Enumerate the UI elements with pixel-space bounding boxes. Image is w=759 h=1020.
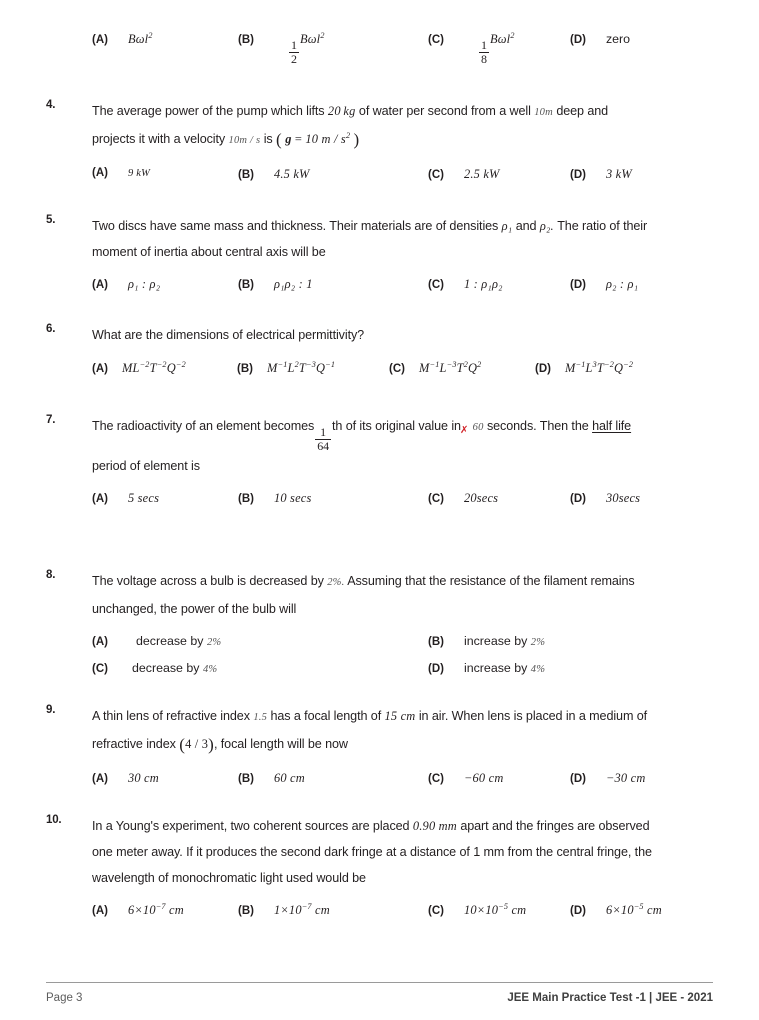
option-value: $M^{-1}L^2T^{-3}Q^{-1}$	[266, 360, 336, 376]
options-row-q10	[92, 903, 713, 918]
fraction-denominator: 8	[480, 51, 487, 66]
question-text-line2	[92, 731, 713, 758]
option-text: increase by	[463, 633, 528, 648]
option-a[interactable]	[92, 771, 238, 786]
option-label: (B)	[238, 34, 254, 46]
option-value: $\frac{1}{8}$ Bωl$^2$	[480, 30, 515, 66]
option-label: (A)	[92, 167, 108, 180]
option-value	[108, 634, 221, 648]
option-label: (A)	[92, 635, 108, 648]
question-text-part: refractive index	[92, 736, 176, 751]
options-row-q6	[92, 361, 713, 376]
question-text-part: apart and the fringes are observed	[460, 818, 650, 833]
option-a[interactable]	[92, 903, 238, 918]
option-value: −30 cm	[605, 770, 646, 785]
question-number: 7.	[46, 414, 56, 427]
option-label: (B)	[238, 492, 254, 505]
question-text-part: seconds. Then the	[486, 419, 589, 434]
inline-formula: (4 / 3)	[179, 734, 214, 754]
option-label: (C)	[428, 492, 444, 505]
question-4	[46, 98, 713, 182]
option-c[interactable]	[92, 661, 428, 675]
option-label: (C)	[428, 904, 444, 917]
inline-quantity: 1.5	[253, 711, 268, 723]
question-text-part: The ratio of their	[557, 219, 648, 234]
option-label: (D)	[570, 492, 586, 505]
option-value: ρ₁ : ρ₂	[127, 277, 161, 292]
options-row-q5	[92, 277, 713, 292]
option-label: (D)	[570, 34, 586, 46]
option-b[interactable]	[238, 32, 428, 65]
option-label: (B)	[428, 635, 444, 648]
option-label: (A)	[92, 904, 108, 917]
option-d[interactable]	[570, 167, 632, 182]
options-row-q8-top	[92, 634, 713, 648]
question-number: 8.	[46, 568, 56, 581]
fraction-one-sixtyfourth	[315, 426, 331, 452]
question-text-part: has a focal length of	[270, 708, 382, 723]
option-c[interactable]	[389, 361, 535, 376]
option-label: (D)	[570, 279, 586, 292]
option-value: 9 kW	[127, 168, 151, 180]
question-6	[46, 322, 713, 376]
question-5	[46, 213, 713, 292]
option-label: (B)	[238, 279, 254, 292]
question-8	[46, 568, 713, 675]
option-text: decrease by	[131, 660, 200, 675]
option-value: 4.5 kW	[273, 167, 310, 182]
question-text-part: deep and	[556, 104, 609, 119]
question-number: 10.	[46, 813, 62, 826]
fraction-numerator: 1	[320, 425, 327, 440]
question-text-part: The average power of the pump which lifts	[92, 104, 325, 119]
inline-quantity: 20 kg	[327, 104, 356, 119]
option-d[interactable]	[428, 661, 545, 675]
option-value: 5 secs	[127, 490, 160, 505]
option-unit: 2%	[206, 636, 222, 648]
option-label: (C)	[389, 363, 405, 376]
option-d[interactable]	[570, 32, 630, 65]
option-text: increase by	[463, 660, 528, 675]
option-label: (A)	[92, 363, 108, 376]
question-text	[92, 813, 713, 839]
options-row-q8-bottom	[92, 661, 713, 675]
option-value: −60 cm	[463, 770, 504, 785]
question-text-part: Assuming that the resistance of the filament remains	[347, 573, 635, 588]
option-a[interactable]	[92, 491, 238, 506]
option-value: 60 cm	[273, 770, 305, 785]
question-text-part: The radioactivity of an element becomes	[92, 419, 315, 434]
fraction-denominator: 64	[317, 439, 330, 454]
option-value: zero	[605, 32, 631, 46]
option-value: 3 kW	[605, 167, 632, 182]
footer-divider	[46, 982, 713, 983]
question-text-line2: period of element is	[92, 458, 200, 473]
option-d[interactable]	[570, 277, 638, 292]
option-value: 2.5 kW	[463, 167, 500, 182]
option-value: 30secs	[605, 490, 641, 505]
option-b[interactable]	[428, 634, 545, 648]
question-text-line2	[92, 126, 713, 154]
question-text-line2: one meter away. If it produces the second dark fringe at a distance of 1 mm from the central fringe, the	[92, 844, 652, 859]
option-label: (D)	[535, 363, 551, 376]
fraction-one-eighth	[479, 39, 489, 65]
options-row-q4	[92, 167, 713, 182]
option-value: $6\times 10^{-5}$ cm	[605, 901, 662, 917]
inline-symbol: ρ₂.	[539, 219, 554, 234]
question-text-part: of water per second from a well	[358, 104, 531, 119]
option-label: (C)	[92, 662, 108, 675]
option-label: (B)	[238, 904, 254, 917]
question-text-part: in air. When lens is placed in a medium of	[418, 708, 648, 723]
question-text-line2: unchanged, the power of the bulb will	[92, 601, 297, 616]
option-value: $6\times 10^{-7}$ cm	[127, 901, 184, 917]
option-value: $M^{-1}L^3T^{-2}Q^{-2}$	[564, 360, 634, 376]
inline-formula: ( g = 10 m / $s^2$ )	[276, 130, 360, 150]
inline-quantity: 0.90 mm	[412, 818, 457, 833]
option-c[interactable]	[428, 32, 570, 65]
option-d[interactable]	[570, 491, 640, 506]
option-value: 30 cm	[127, 770, 159, 785]
option-a[interactable]	[92, 277, 238, 292]
option-value: $M^{-1}L^{-3}T^2Q^2$	[418, 360, 482, 376]
fraction-denominator: 2	[290, 51, 297, 66]
option-c[interactable]	[428, 277, 570, 292]
inline-quantity: 2%.	[327, 576, 345, 588]
question-text-line3: wavelength of monochromatic light used would be	[92, 870, 366, 885]
option-value	[444, 634, 545, 648]
page-footer	[46, 982, 713, 1004]
option-value: $1\times 10^{-7}$ cm	[273, 901, 330, 917]
option-unit: 4%	[202, 663, 218, 675]
option-label: (D)	[570, 904, 586, 917]
option-label: (B)	[237, 363, 253, 376]
inline-quantity: 60	[472, 422, 484, 434]
option-label: (A)	[92, 772, 108, 785]
question-text-part: and	[515, 219, 537, 234]
page-number-label: Page 3	[46, 992, 83, 1004]
inline-symbol: ρ₁	[501, 219, 513, 234]
question-text-part: th of its original value in	[332, 419, 461, 434]
fraction-numerator: 1	[290, 38, 297, 52]
option-c[interactable]	[428, 771, 570, 786]
question-text-part: In a Young's experiment, two coherent sources are placed	[92, 818, 410, 833]
option-b[interactable]	[238, 771, 428, 786]
option-value: $10\times 10^{-5}$ cm	[463, 901, 527, 917]
question-text: What are the dimensions of electrical permittivity?	[92, 328, 365, 343]
question-text-line2: moment of inertia about central axis will be	[92, 245, 326, 260]
spellcheck-mark-icon: ✗	[459, 425, 469, 437]
question-number: 6.	[46, 323, 56, 336]
option-label: (C)	[428, 279, 444, 292]
question-text	[92, 98, 713, 126]
question-9	[46, 703, 713, 786]
inline-quantity: 10m / s	[228, 135, 261, 147]
option-label: (B)	[238, 772, 254, 785]
option-value	[444, 661, 545, 675]
question-number: 9.	[46, 703, 56, 716]
option-value: 1 : ρ₁ρ₂	[463, 277, 503, 292]
option-d[interactable]	[570, 903, 662, 918]
option-b[interactable]	[238, 167, 428, 182]
question-text-part: , focal length will be now	[213, 736, 348, 751]
question-text-part: Two discs have same mass and thickness. Their materials are of densities	[92, 219, 499, 234]
fraction-numerator: 1	[480, 38, 487, 52]
option-label: (C)	[428, 34, 444, 46]
document-title: JEE Main Practice Test -1 | JEE - 2021	[507, 992, 713, 1004]
option-value: ρ₁ρ₂ : 1	[273, 277, 313, 292]
question-text	[92, 413, 713, 452]
option-label: (D)	[570, 772, 586, 785]
options-row-q9	[92, 771, 713, 786]
inline-quantity: 15 cm	[384, 708, 416, 723]
question-7	[46, 413, 713, 505]
option-unit: 4%	[530, 663, 546, 675]
option-label: (C)	[428, 772, 444, 785]
option-d[interactable]	[535, 361, 633, 376]
option-d[interactable]	[570, 771, 645, 786]
question-text-part: is	[263, 132, 273, 147]
option-value: Bωl$^2$	[127, 30, 153, 46]
option-a[interactable]	[92, 167, 238, 182]
option-b[interactable]	[237, 361, 389, 376]
option-value: 10 secs	[273, 490, 312, 505]
option-label: (D)	[428, 662, 444, 675]
option-label: (A)	[92, 492, 108, 505]
question-text-part: The voltage across a bulb is decreased by	[92, 573, 324, 588]
underlined-term: half life	[592, 419, 632, 434]
option-unit: 2%	[530, 636, 546, 648]
option-b[interactable]	[238, 491, 428, 506]
option-c[interactable]	[428, 491, 570, 506]
inline-quantity: 10m	[534, 107, 553, 119]
option-label: (D)	[570, 169, 586, 182]
option-label: (A)	[92, 279, 108, 292]
option-c[interactable]	[428, 167, 570, 182]
option-a[interactable]	[92, 361, 237, 376]
option-label: (B)	[238, 169, 254, 182]
option-value: $\frac{1}{2}$ Bωl$^2$	[290, 30, 325, 66]
option-a[interactable]	[92, 32, 238, 65]
options-row-continued	[46, 0, 759, 65]
question-text	[92, 568, 713, 596]
question-10	[46, 813, 713, 918]
option-label: (C)	[428, 169, 444, 182]
question-number: 4.	[46, 99, 56, 112]
question-text-part: projects it with a velocity	[92, 132, 226, 147]
option-text: decrease by	[135, 633, 204, 648]
question-text-part: A thin lens of refractive index	[92, 708, 250, 723]
question-text	[92, 703, 713, 731]
option-value: 20secs	[463, 490, 499, 505]
option-a[interactable]	[92, 634, 428, 648]
fraction-one-half	[289, 39, 299, 65]
question-text	[92, 213, 713, 239]
question-number: 5.	[46, 214, 56, 227]
option-value	[108, 661, 217, 675]
option-value: ρ₂ : ρ₁	[605, 277, 639, 292]
option-label: (A)	[92, 34, 108, 46]
option-c[interactable]	[428, 903, 570, 918]
options-row-q7	[92, 491, 713, 506]
option-value: $ML^{-2}T^{-2}Q^{-2}$	[121, 360, 186, 376]
option-b[interactable]	[238, 277, 428, 292]
option-b[interactable]	[238, 903, 428, 918]
